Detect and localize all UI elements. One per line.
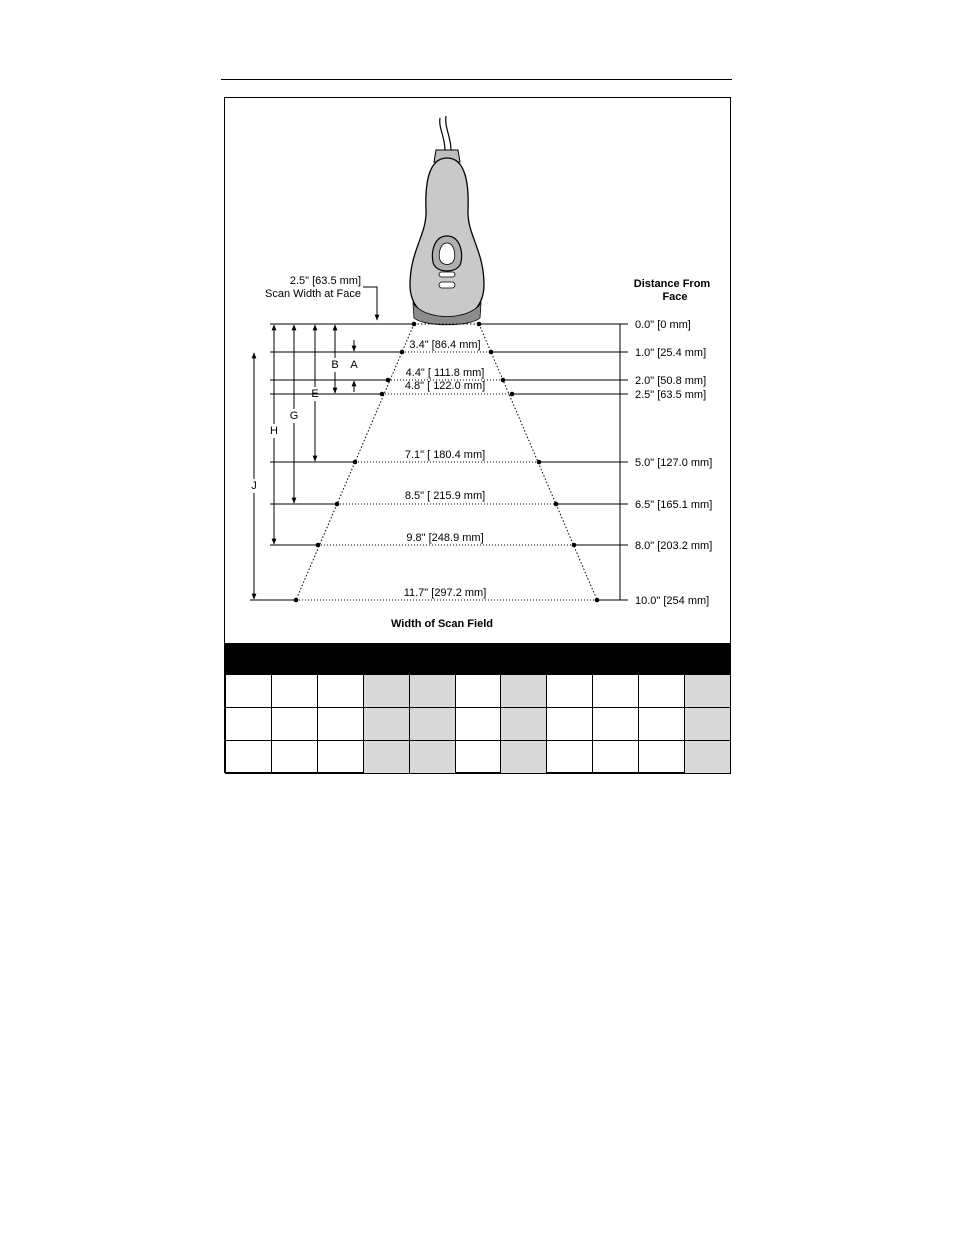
table-cell <box>547 675 593 708</box>
width-point <box>294 598 299 603</box>
dimension-letter: G <box>289 410 299 422</box>
table-cell <box>409 708 455 741</box>
width-point <box>572 543 577 548</box>
table-cell <box>226 741 272 774</box>
table-cell <box>685 675 731 708</box>
width-point <box>386 378 391 383</box>
table-cell <box>547 708 593 741</box>
width-point <box>554 502 559 507</box>
width-point <box>412 322 417 327</box>
table-cell <box>363 708 409 741</box>
width-point <box>400 350 405 355</box>
table-cell <box>501 741 547 774</box>
width-point <box>537 460 542 465</box>
scan-width-label: 11.7" [297.2 mm] <box>403 587 487 599</box>
table-cell <box>455 675 501 708</box>
distance-header-line2: Face <box>662 291 688 303</box>
table-cell <box>593 708 639 741</box>
width-point <box>595 598 600 603</box>
dimension-letter: A <box>350 359 358 371</box>
width-point <box>380 392 385 397</box>
width-point <box>477 322 482 327</box>
dimension-letter: H <box>270 425 278 437</box>
table-cell <box>501 708 547 741</box>
face-width-label-line2: Scan Width at Face <box>265 288 361 300</box>
distance-label: 2.5" [63.5 mm] <box>635 389 707 401</box>
table-cell <box>271 675 317 708</box>
scan-width-label: 4.8" [ 122.0 mm] <box>404 380 486 392</box>
distance-label: 5.0" [127.0 mm] <box>635 457 713 469</box>
distance-label: 0.0" [0 mm] <box>635 319 691 331</box>
face-width-label-line1: 2.5" [63.5 mm] <box>289 275 361 287</box>
scan-width-label: 8.5" [ 215.9 mm] <box>404 490 486 502</box>
width-point <box>489 350 494 355</box>
dimension-letter: E <box>311 388 319 400</box>
table-cell <box>271 708 317 741</box>
table-row <box>226 741 731 774</box>
table-cell <box>226 708 272 741</box>
scan-width-label: 9.8" [248.9 mm] <box>406 532 484 544</box>
table-cell <box>317 675 363 708</box>
width-point <box>316 543 321 548</box>
table-cell <box>593 741 639 774</box>
table-cell <box>363 741 409 774</box>
specification-table <box>225 674 731 774</box>
table-cell <box>593 675 639 708</box>
scan-width-label: 7.1" [ 180.4 mm] <box>404 449 486 461</box>
table-cell <box>317 708 363 741</box>
table-cell <box>363 675 409 708</box>
width-labels <box>404 339 487 599</box>
table-cell <box>639 675 685 708</box>
table-cell <box>317 741 363 774</box>
table-cell <box>685 708 731 741</box>
dimension-letter: J <box>251 480 257 492</box>
table-cell <box>455 741 501 774</box>
table-cell <box>226 675 272 708</box>
scan-width-label: 4.4" [ 111.8 mm] <box>405 367 485 379</box>
width-point <box>501 378 506 383</box>
table-row <box>226 708 731 741</box>
table-cell <box>639 741 685 774</box>
table-cell <box>685 741 731 774</box>
table-cell <box>501 675 547 708</box>
table-row <box>226 675 731 708</box>
distance-label: 2.0" [50.8 mm] <box>635 375 707 387</box>
width-point <box>510 392 515 397</box>
width-point <box>335 502 340 507</box>
scanner-illustration <box>410 116 484 325</box>
table-cell <box>409 675 455 708</box>
dimension-letter: B <box>331 359 339 371</box>
distance-label: 6.5" [165.1 mm] <box>635 499 713 511</box>
table-cell <box>271 741 317 774</box>
face-width-pointer <box>363 287 377 320</box>
footer-title: Width of Scan Field <box>391 618 493 630</box>
scan-width-label: 3.4" [86.4 mm] <box>409 339 481 351</box>
distance-label: 10.0" [254 mm] <box>635 595 710 607</box>
table-cell <box>547 741 593 774</box>
distance-label: 8.0" [203.2 mm] <box>635 540 713 552</box>
distance-label: 1.0" [25.4 mm] <box>635 347 707 359</box>
table-cell <box>409 741 455 774</box>
table-header-band <box>225 643 731 674</box>
table-cell <box>639 708 685 741</box>
table-cell <box>455 708 501 741</box>
distance-header-line1: Distance From <box>633 278 711 290</box>
